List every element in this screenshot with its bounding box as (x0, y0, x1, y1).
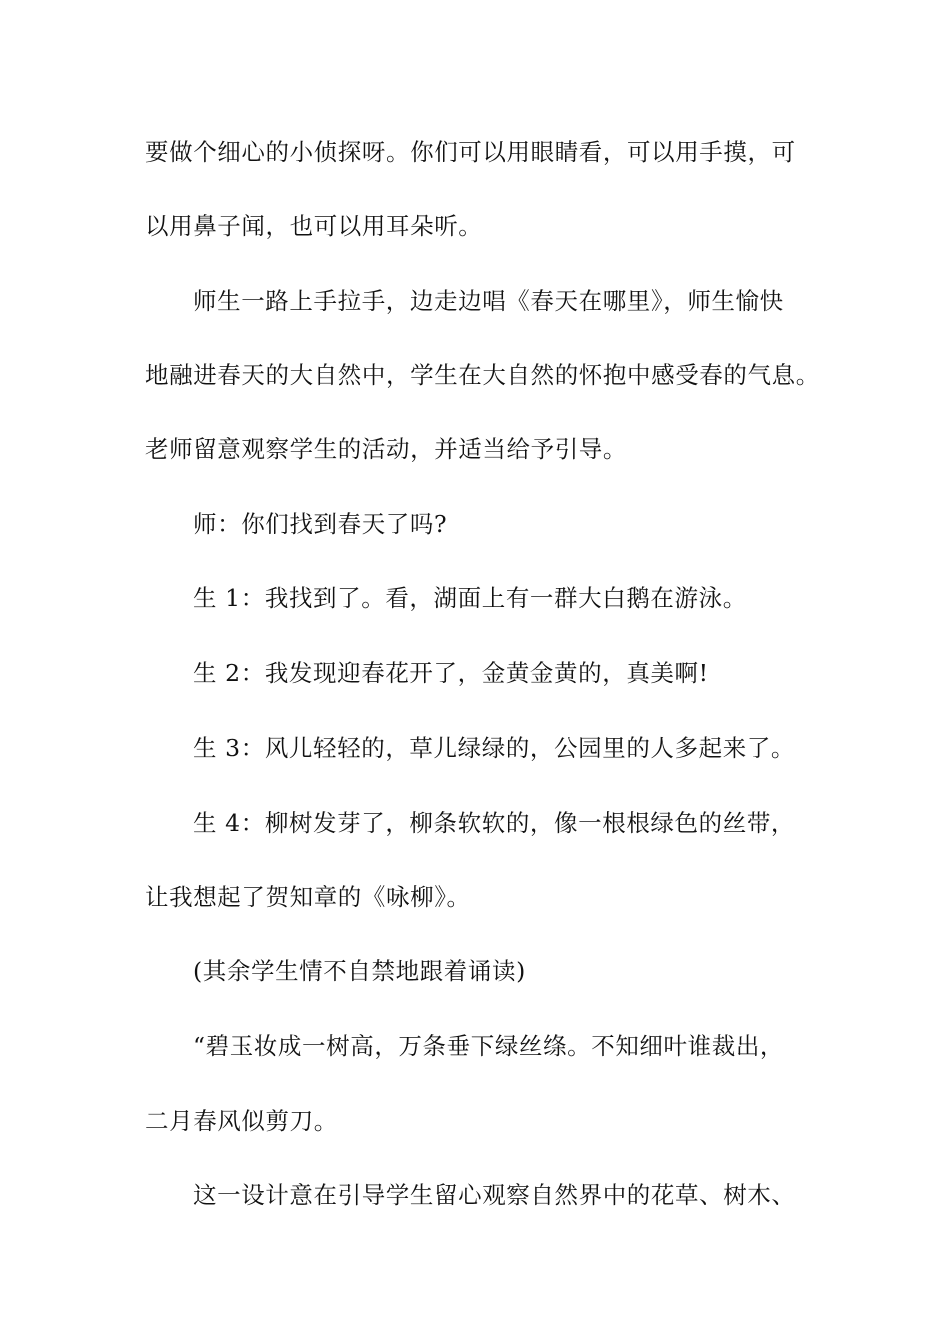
text-line: 地融进春天的大自然中，学生在大自然的怀抱中感受春的气息。 (145, 361, 820, 389)
dialogue-line: 生 4：柳树发芽了，柳条软软的，像一根根绿色的丝带， (193, 809, 796, 837)
text-line: 以用鼻子闻，也可以用耳朵听。 (145, 212, 483, 240)
dialogue-line: 生 3：风儿轻轻的，草儿绿绿的，公园里的人多起来了。 (193, 734, 796, 762)
text-line: 让我想起了贺知章的《咏柳》。 (145, 883, 471, 911)
paragraph-first-line: 这一设计意在引导学生留心观察自然界中的花草、树木、 (193, 1181, 796, 1209)
dialogue-line: 生 2：我发现迎春花开了，金黄金黄的，真美啊! (193, 659, 709, 687)
dialogue-line: 师：你们找到春天了吗? (193, 510, 448, 538)
poem-line: “碧玉妆成一树高，万条垂下绿丝绦。不知细叶谁裁出， (193, 1032, 785, 1060)
paragraph-first-line: 师生一路上手拉手，边走边唱《春天在哪里》，师生愉快 (193, 287, 784, 315)
text-line: 要做个细心的小侦探呀。你们可以用眼睛看，可以用手摸，可 (145, 138, 796, 166)
dialogue-line: 生 1：我找到了。看，湖面上有一群大白鹅在游泳。 (193, 584, 747, 612)
stage-direction: (其余学生情不自禁地跟着诵读) (193, 957, 526, 985)
text-line: 老师留意观察学生的活动，并适当给予引导。 (145, 435, 627, 463)
poem-line: 二月春风似剪刀。 (145, 1107, 338, 1135)
